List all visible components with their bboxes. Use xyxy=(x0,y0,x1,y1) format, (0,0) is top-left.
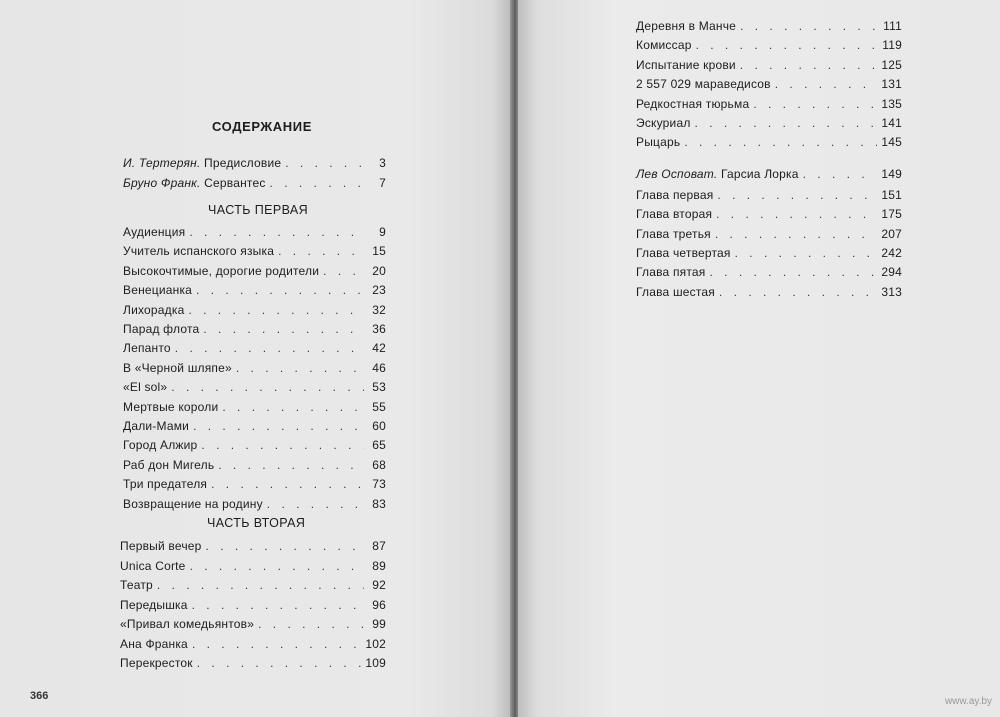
part-two-heading: ЧАСТЬ ВТОРАЯ xyxy=(207,516,306,530)
toc-entry[interactable] xyxy=(123,378,386,396)
entry-title: Мертвые короли xyxy=(123,399,219,414)
toc-entry[interactable] xyxy=(123,320,386,338)
toc-entry[interactable] xyxy=(636,133,902,151)
toc-entry-preface[interactable] xyxy=(123,154,386,172)
page-number: 131 xyxy=(881,77,902,92)
page-number: 7 xyxy=(379,176,386,190)
page-number: 149 xyxy=(881,167,902,181)
leader-dots xyxy=(709,263,877,281)
page-number: 92 xyxy=(372,578,386,592)
entry-title: Редкостная тюрьма xyxy=(636,96,750,111)
toc-entry[interactable] xyxy=(123,242,386,260)
leader-dots xyxy=(696,36,879,54)
leader-dots xyxy=(201,436,364,454)
page-number: 87 xyxy=(372,539,386,553)
toc-entry[interactable] xyxy=(120,576,386,594)
toc-entry-cervantes[interactable] xyxy=(123,174,386,192)
entry-title: Эскуриал xyxy=(636,116,691,130)
toc-entry[interactable] xyxy=(123,495,386,513)
leader-dots xyxy=(189,223,364,241)
toc-entry[interactable] xyxy=(123,339,386,357)
page-number: 207 xyxy=(881,226,902,241)
page-number: 313 xyxy=(881,284,902,299)
entry-title: Первый вечер xyxy=(120,539,202,553)
toc-entry-lorca[interactable] xyxy=(636,165,902,183)
page-number: 42 xyxy=(372,341,386,356)
leader-dots xyxy=(192,635,361,653)
page-number: 294 xyxy=(881,265,902,280)
page-number: 242 xyxy=(881,245,902,260)
leader-dots xyxy=(258,615,364,633)
page-number: 125 xyxy=(881,57,902,72)
entry-title: Гарсиа Лорка xyxy=(720,167,799,181)
page-number: 83 xyxy=(372,496,386,511)
contents-title: СОДЕРЖАНИЕ xyxy=(212,119,312,134)
toc-entry[interactable] xyxy=(636,225,902,243)
entry-title: Учитель испанского языка xyxy=(123,244,275,259)
toc-entry[interactable] xyxy=(636,205,902,223)
leader-dots xyxy=(236,359,364,377)
page-number: 32 xyxy=(372,302,386,317)
leader-dots xyxy=(203,320,364,338)
part-one-heading: ЧАСТЬ ПЕРВАЯ xyxy=(208,203,309,217)
leader-dots xyxy=(716,205,877,223)
leader-dots xyxy=(197,654,362,672)
toc-entry[interactable] xyxy=(636,283,902,301)
entry-title: Деревня в Манче xyxy=(636,19,737,33)
entry-title: Глава первая xyxy=(636,188,714,202)
right-page xyxy=(518,0,1000,717)
toc-entry[interactable] xyxy=(120,654,386,672)
page-number: 73 xyxy=(372,477,386,492)
toc-entry[interactable] xyxy=(123,417,386,435)
page-number: 68 xyxy=(372,457,386,472)
leader-dots xyxy=(715,225,878,243)
page-number: 175 xyxy=(881,207,902,222)
leader-dots xyxy=(278,242,364,260)
entry-title: Аудиенция xyxy=(123,225,186,239)
entry-title: Лепанто xyxy=(123,341,171,356)
leader-dots xyxy=(193,417,364,435)
entry-title: Комиссар xyxy=(636,38,692,53)
toc-entry[interactable] xyxy=(120,635,386,653)
entry-title: Высокочтимые, дорогие родители xyxy=(123,263,320,278)
leader-dots xyxy=(218,456,364,474)
page-number: 96 xyxy=(372,597,386,612)
toc-entry[interactable] xyxy=(123,262,386,280)
entry-title: Парад флота xyxy=(123,322,200,336)
entry-title: Передышка xyxy=(120,597,188,612)
leader-dots xyxy=(171,378,364,396)
leader-dots xyxy=(717,186,877,204)
entry-title: Глава вторая xyxy=(636,207,713,222)
toc-entry[interactable] xyxy=(123,436,386,454)
entry-author: Бруно Франк. xyxy=(123,176,201,190)
entry-title: Unica Corte xyxy=(120,558,186,573)
entry-title: Театр xyxy=(120,578,153,592)
toc-entry[interactable] xyxy=(120,537,386,555)
page-number: 3 xyxy=(379,156,386,170)
leader-dots xyxy=(684,133,877,151)
entry-title: Глава шестая xyxy=(636,284,715,299)
leader-dots xyxy=(753,95,877,113)
page-number: 65 xyxy=(372,438,386,453)
entry-title: Лихорадка xyxy=(123,302,185,317)
toc-entry[interactable] xyxy=(636,95,902,113)
toc-entry[interactable] xyxy=(636,114,902,132)
toc-entry[interactable] xyxy=(636,244,902,262)
toc-entry[interactable] xyxy=(636,263,902,281)
page-folio: 366 xyxy=(30,690,49,702)
leader-dots xyxy=(735,244,878,262)
leader-dots xyxy=(323,262,364,280)
toc-entry[interactable] xyxy=(123,475,386,493)
leader-dots xyxy=(157,576,364,594)
entry-title: 2 557 029 мараведисов xyxy=(636,77,771,92)
leader-dots xyxy=(222,398,364,416)
watermark: www.ay.by xyxy=(944,696,992,707)
leader-dots xyxy=(188,301,364,319)
entry-title: Предисловие xyxy=(204,156,282,170)
entry-title: Дали-Мами xyxy=(123,419,190,433)
page-number: 9 xyxy=(379,225,386,239)
page-number: 46 xyxy=(372,360,386,375)
leader-dots xyxy=(196,281,364,299)
page-number: 141 xyxy=(881,116,902,130)
page-number: 15 xyxy=(372,244,386,259)
toc-entry[interactable] xyxy=(123,223,386,241)
entry-title: Раб дон Мигель xyxy=(123,457,215,472)
leader-dots xyxy=(740,56,878,74)
page-number: 151 xyxy=(881,188,902,202)
entry-title: Сервантес xyxy=(204,176,266,190)
entry-title: Возвращение на родину xyxy=(123,496,263,511)
entry-title: Ана Франка xyxy=(120,636,188,651)
leader-dots xyxy=(190,557,364,575)
entry-title: Глава пятая xyxy=(636,265,706,280)
leader-dots xyxy=(267,495,364,513)
page-number: 99 xyxy=(372,617,386,631)
page-number: 23 xyxy=(372,283,386,298)
leader-dots xyxy=(740,17,879,35)
leader-dots xyxy=(719,283,877,301)
leader-dots xyxy=(695,114,878,132)
page-number: 119 xyxy=(882,38,902,53)
page-number: 109 xyxy=(365,656,386,670)
toc-entry[interactable] xyxy=(123,281,386,299)
toc-entry[interactable] xyxy=(123,301,386,319)
toc-entry[interactable] xyxy=(636,186,902,204)
page-number: 20 xyxy=(372,263,386,278)
page-number: 53 xyxy=(372,380,386,395)
entry-title: Глава третья xyxy=(636,226,711,241)
entry-title: Испытание крови xyxy=(636,57,736,72)
entry-title: Город Алжир xyxy=(123,438,198,453)
page-number: 60 xyxy=(372,419,386,433)
page-number: 135 xyxy=(881,96,902,111)
entry-title: Три предателя xyxy=(123,477,208,492)
entry-title: «Привал комедьянтов» xyxy=(120,617,255,631)
page-number: 145 xyxy=(881,135,902,150)
entry-title: Глава четвертая xyxy=(636,245,731,260)
entry-title: Рыцарь xyxy=(636,135,681,150)
page-number: 36 xyxy=(372,322,386,336)
entry-title: В «Черной шляпе» xyxy=(123,360,232,375)
entry-author: И. Тертерян. xyxy=(123,156,201,170)
entry-title: Перекресток xyxy=(120,656,193,670)
leader-dots xyxy=(285,154,364,172)
page-number: 111 xyxy=(883,19,902,33)
leader-dots xyxy=(192,596,364,614)
leader-dots xyxy=(775,75,878,93)
page-number: 102 xyxy=(365,636,386,651)
toc-entry[interactable] xyxy=(123,456,386,474)
entry-author: Лев Осповат. xyxy=(636,167,718,181)
toc-entry[interactable] xyxy=(120,596,386,614)
toc-entry[interactable] xyxy=(120,615,386,633)
leader-dots xyxy=(206,537,364,555)
page-number: 55 xyxy=(372,399,386,414)
page-number: 89 xyxy=(372,558,386,573)
toc-entry[interactable] xyxy=(636,75,902,93)
toc-entry[interactable] xyxy=(123,398,386,416)
toc-entry[interactable] xyxy=(120,557,386,575)
toc-entry[interactable] xyxy=(123,359,386,377)
toc-entry[interactable] xyxy=(636,56,902,74)
entry-title: Венецианка xyxy=(123,283,193,298)
leader-dots xyxy=(803,165,878,183)
entry-title: «El sol» xyxy=(123,380,168,395)
toc-entry[interactable] xyxy=(636,17,902,35)
toc-entry[interactable] xyxy=(636,36,902,54)
leader-dots xyxy=(211,475,364,493)
leader-dots xyxy=(175,339,364,357)
leader-dots xyxy=(270,174,364,192)
